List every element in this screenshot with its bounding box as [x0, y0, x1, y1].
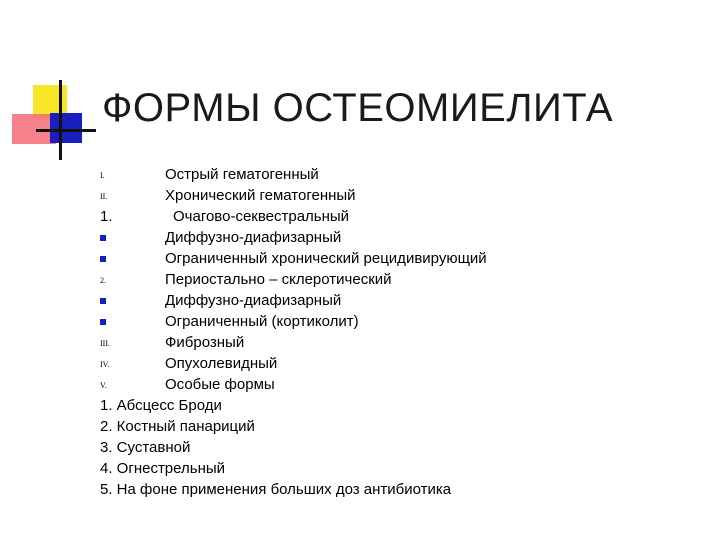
list-item — [100, 290, 700, 311]
bullet-icon — [100, 235, 106, 241]
list-marker: 2. — [100, 276, 106, 285]
slide-title: ФОРМЫ ОСТЕОМИЕЛИТА — [102, 86, 614, 130]
list-item-text: Ограниченный хронический рецидивирующий — [165, 250, 487, 267]
list-marker: 1. — [100, 208, 113, 225]
list-item — [100, 353, 700, 374]
numbered-item — [100, 395, 700, 416]
numbered-item-text: 2. Костный панариций — [100, 418, 255, 435]
list-item — [100, 311, 700, 332]
list-item-text: Особые формы — [165, 376, 275, 393]
list-item — [100, 374, 700, 395]
list-item — [100, 185, 700, 206]
list-item-text: Ограниченный (кортиколит) — [165, 313, 359, 330]
list-item — [100, 227, 700, 248]
bullet-icon — [100, 319, 106, 325]
list-item-text: Хронический гематогенный — [165, 187, 356, 204]
osteomyelitis-forms-list — [100, 164, 700, 500]
numbered-item — [100, 437, 700, 458]
list-item — [100, 206, 700, 227]
bullet-icon — [100, 256, 106, 262]
decor-blue-square — [50, 113, 82, 143]
numbered-item — [100, 479, 700, 500]
list-item-text: Диффузно-диафизарный — [165, 292, 342, 309]
numbered-item-text: 5. На фоне применения больших доз антибиотика — [100, 481, 452, 498]
list-item — [100, 164, 700, 185]
list-item-text: Очагово-секвестральный — [173, 208, 350, 225]
list-marker: I. — [100, 171, 105, 180]
numbered-item-text: 3. Суставной — [100, 439, 191, 456]
list-item — [100, 248, 700, 269]
list-marker: III. — [100, 339, 110, 348]
numbered-item — [100, 416, 700, 437]
numbered-item-text: 1. Абсцесс Броди — [100, 397, 222, 414]
list-item — [100, 269, 700, 290]
list-item — [100, 332, 700, 353]
list-item-text: Диффузно-диафизарный — [165, 229, 342, 246]
bullet-icon — [100, 298, 106, 304]
list-marker: V. — [100, 381, 107, 390]
decor-horizontal-line — [36, 129, 96, 132]
list-item-text: Фиброзный — [165, 334, 245, 351]
list-marker: II. — [100, 192, 108, 201]
list-item-text: Периостально – склеротический — [165, 271, 392, 288]
numbered-item — [100, 458, 700, 479]
numbered-item-text: 4. Огнестрельный — [100, 460, 226, 477]
list-item-text: Опухолевидный — [165, 355, 278, 372]
list-item-text: Острый гематогенный — [165, 166, 319, 183]
decor-vertical-line — [59, 80, 62, 160]
list-marker: IV. — [100, 360, 110, 369]
